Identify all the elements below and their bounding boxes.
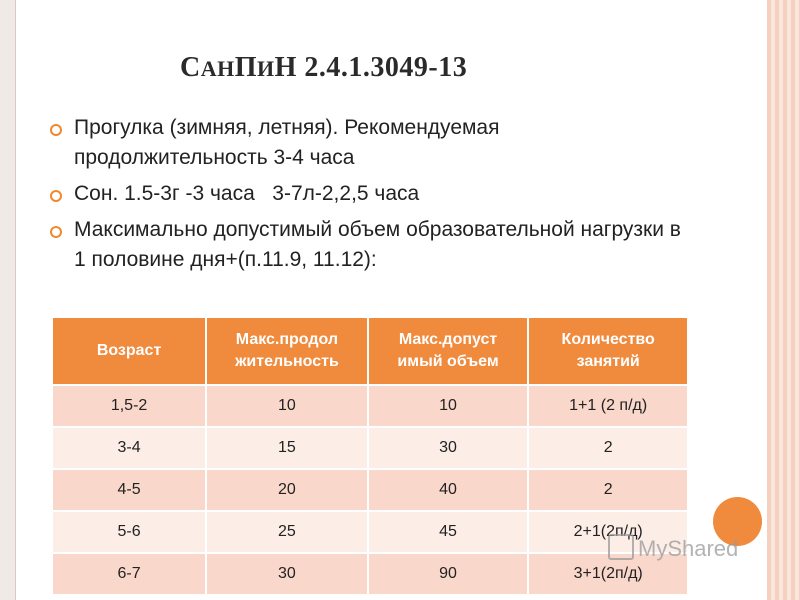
header-duration: Макс.продол жительность	[206, 318, 368, 385]
header-age: Возраст	[53, 318, 206, 385]
bullet-list	[50, 113, 690, 281]
cell-duration: 20	[206, 469, 368, 511]
table-row	[53, 385, 688, 427]
cell-age: 1,5-2	[53, 385, 206, 427]
watermark: MyShared	[608, 534, 738, 562]
bullet-icon	[50, 190, 62, 202]
bullet-icon	[50, 226, 62, 238]
bullet-item: Прогулка (зимняя, летняя). Рекомендуемая продолжительность 3-4 часа	[50, 113, 690, 173]
cell-volume: 40	[368, 469, 529, 511]
slide-title: САНПИН 2.4.1.3049-13	[180, 52, 468, 83]
cell-duration: 30	[206, 553, 368, 595]
cell-age: 3-4	[53, 427, 206, 469]
cell-count: 2	[528, 469, 688, 511]
decorative-stripes	[767, 0, 800, 600]
cell-volume: 30	[368, 427, 529, 469]
cell-volume: 90	[368, 553, 529, 595]
cell-duration: 25	[206, 511, 368, 553]
cell-count: 3+1(2п/д)	[528, 553, 688, 595]
cell-duration: 10	[206, 385, 368, 427]
bullet-icon	[50, 124, 62, 136]
table-header-row	[53, 318, 688, 385]
header-volume: Макс.допуст имый объем	[368, 318, 529, 385]
cell-age: 6-7	[53, 553, 206, 595]
table-row	[53, 511, 688, 553]
norms-table	[53, 318, 689, 596]
table-row	[53, 553, 688, 595]
watermark-logo-icon	[608, 534, 634, 560]
header-count: Количество занятий	[528, 318, 688, 385]
cell-volume: 10	[368, 385, 529, 427]
table-row	[53, 469, 688, 511]
bullet-item: Максимально допустимый объем образовательной нагрузки в 1 половине дня+(п.11.9, 11.12):	[50, 215, 690, 275]
cell-count: 2	[528, 427, 688, 469]
bullet-item: Сон. 1.5-3г -3 часа 3-7л-2,2,5 часа	[50, 179, 690, 209]
cell-count: 1+1 (2 п/д)	[528, 385, 688, 427]
cell-count: 2+1(2п/д)	[528, 511, 688, 553]
cell-volume: 45	[368, 511, 529, 553]
cell-age: 4-5	[53, 469, 206, 511]
cell-duration: 15	[206, 427, 368, 469]
cell-age: 5-6	[53, 511, 206, 553]
table-row	[53, 427, 688, 469]
